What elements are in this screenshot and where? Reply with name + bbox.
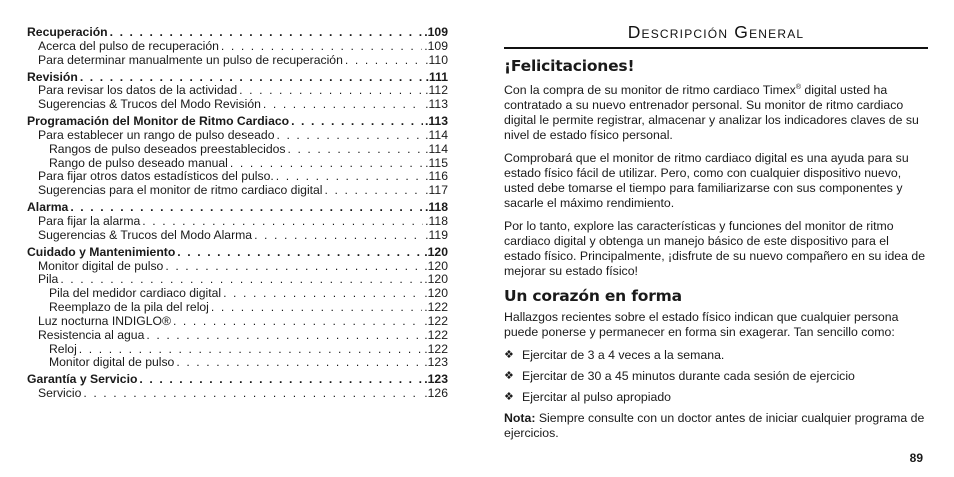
- toc-leader-dots: [276, 170, 423, 184]
- toc-entry[interactable]: [27, 287, 448, 301]
- toc-leader-dots: [263, 98, 423, 112]
- toc-entry-title: Para fijar otros datos estadísticos del pulso.: [38, 169, 274, 184]
- toc-entry[interactable]: [27, 143, 448, 157]
- toc-entry-page: .122: [424, 300, 448, 315]
- toc-entry-title: Cuidado y Mantenimiento: [27, 244, 176, 259]
- toc-leader-dots: [291, 115, 423, 129]
- toc-leader-dots: [177, 246, 422, 260]
- toc-entry-page: .120: [424, 286, 448, 301]
- toc-entry-title: Monitor digital de pulso: [38, 258, 164, 273]
- note-text: Siempre consulte con un doctor antes de iniciar cualquier programa de ejercicios.: [504, 411, 925, 441]
- toc-leader-dots: [165, 260, 422, 274]
- toc-entry-title: Servicio: [38, 386, 82, 401]
- toc-entry-page: .112: [425, 83, 448, 98]
- paragraph-3: Por lo tanto, explore las características y funciones del monitor de ritmo cardiaco digital y obtenga un manejo básico de este dispositivo para el estado físico. Principalmente, ¡disfrute de su nuevo compañero en su idea de mejorar su estado físico!: [504, 219, 926, 279]
- toc-entry[interactable]: [27, 356, 448, 370]
- toc-entry-title: Revisión: [27, 69, 78, 84]
- section-heading-fit-heart: Un corazón en forma: [504, 287, 682, 306]
- toc-leader-dots: [254, 229, 423, 243]
- toc-entry-title: Sugerencias para el monitor de ritmo cardiaco digital: [38, 183, 323, 198]
- toc-entry-title: Acerca del pulso de recuperación: [38, 38, 219, 53]
- toc-leader-dots: [221, 40, 422, 54]
- paragraph-2: Comprobará que el monitor de ritmo cardiaco digital es una ayuda para su estado físico fácil de utilizar. Pero, como con cualquier dispositivo nuevo, usted debe tomarse el tiempo para familiarizarse con sus componentes y sacarle el máximo rendimiento.: [504, 151, 909, 211]
- list-item-text: Ejercitar al pulso apropiado: [522, 390, 672, 405]
- toc-entry[interactable]: [27, 387, 448, 401]
- toc-entry-page: .123: [424, 372, 448, 387]
- toc-leader-dots: [110, 26, 423, 40]
- toc-leader-dots: [173, 315, 422, 329]
- toc-entry[interactable]: [27, 40, 448, 54]
- toc-leader-dots: [230, 157, 423, 171]
- note-label: Nota:: [504, 411, 536, 426]
- toc-entry-title: Para revisar los datos de la actividad: [38, 83, 238, 98]
- toc-entry-page: .120: [424, 258, 448, 273]
- toc-entry-title: Rangos de pulso deseados preestablecidos: [49, 141, 286, 156]
- toc-entry[interactable]: [27, 273, 448, 287]
- registered-mark: ®: [795, 84, 802, 91]
- list-item: [504, 369, 928, 384]
- toc-entry[interactable]: [27, 184, 448, 198]
- toc-entry-page: .123: [424, 355, 448, 370]
- toc-entry[interactable]: [27, 115, 448, 129]
- toc-leader-dots: [325, 184, 424, 198]
- toc-entry-title: Alarma: [27, 200, 69, 215]
- toc-entry-title: Reemplazo de la pila del reloj: [49, 300, 209, 315]
- toc-leader-dots: [287, 143, 423, 157]
- page-number: 89: [909, 451, 923, 465]
- toc-entry-page: .116: [425, 169, 448, 184]
- toc-entry[interactable]: [27, 157, 448, 171]
- toc-leader-dots: [176, 356, 422, 370]
- paragraph-fit-intro: Hallazgos recientes sobre el estado físico indican que cualquier persona puede ponerse y permanecer en forma sin exagerar. Tan sencillo como:: [504, 310, 899, 340]
- toc-entry-title: Programación del Monitor de Ritmo Cardiaco: [27, 114, 290, 129]
- toc-entry-page: .114: [425, 141, 448, 156]
- toc-entry-page: .126: [424, 386, 448, 401]
- toc-entry-title: Para establecer un rango de pulso deseado: [38, 127, 275, 142]
- toc-entry[interactable]: [27, 215, 448, 229]
- content-page: [504, 22, 928, 449]
- section-heading-congratulations: ¡Felicitaciones!: [504, 57, 635, 75]
- toc-entry-title: Para fijar la alarma: [38, 213, 141, 228]
- paragraph-text: Con la compra de su monitor de ritmo cardiaco Timex: [504, 83, 796, 98]
- toc-entry-page: .122: [424, 327, 448, 342]
- toc-entry-page: .113: [425, 97, 448, 112]
- toc-entry-page: .110: [425, 52, 448, 67]
- toc-entry-title: Luz nocturna INDIGLO®: [38, 313, 171, 328]
- toc-entry[interactable]: [27, 315, 448, 329]
- toc-entry-title: Garantía y Servicio: [27, 372, 138, 387]
- toc-leader-dots: [139, 373, 422, 387]
- toc-entry-page: .109: [424, 38, 448, 53]
- toc-leader-dots: [276, 129, 423, 143]
- toc-entry-title: Rango de pulso deseado manual: [49, 155, 228, 170]
- toc-entry[interactable]: [27, 84, 448, 98]
- toc-leader-dots: [80, 71, 424, 85]
- toc-leader-dots: [223, 287, 422, 301]
- toc-entry-page: .122: [424, 313, 448, 328]
- toc-entry-page: .118: [425, 213, 448, 228]
- toc-leader-dots: [70, 201, 423, 215]
- toc-entry[interactable]: [27, 373, 448, 387]
- toc-entry[interactable]: [27, 26, 448, 40]
- toc-entry-title: Reloj: [49, 341, 77, 356]
- toc-entry-title: Sugerencias & Trucos del Modo Revisión: [38, 97, 261, 112]
- toc-leader-dots: [60, 273, 422, 287]
- toc-entry[interactable]: [27, 71, 448, 85]
- toc-entry[interactable]: [27, 170, 448, 184]
- toc-entry-page: .111: [425, 69, 448, 84]
- toc-leader-dots: [211, 301, 422, 315]
- toc-entry-page: .120: [424, 244, 448, 259]
- list-item-text: Ejercitar de 3 a 4 veces a la semana.: [522, 348, 725, 363]
- toc-entry[interactable]: [27, 343, 448, 357]
- toc-leader-dots: [142, 215, 423, 229]
- title-rule: [504, 47, 928, 49]
- toc-leader-dots: [83, 387, 422, 401]
- list-item: [504, 348, 928, 363]
- diamond-bullet-icon: ❖: [504, 391, 514, 404]
- toc-leader-dots: [239, 84, 423, 98]
- toc-entry-title: Pila: [38, 272, 59, 287]
- toc-entry-page: .109: [424, 25, 448, 39]
- diamond-bullet-icon: ❖: [504, 349, 514, 362]
- toc-entry[interactable]: [27, 129, 448, 143]
- toc-entry-title: Sugerencias & Trucos del Modo Alarma: [38, 227, 253, 242]
- toc-entry-page: .120: [424, 272, 448, 287]
- paragraph-intro: [504, 80, 928, 143]
- toc-entry[interactable]: [27, 98, 448, 112]
- toc-entry-page: .117: [425, 183, 448, 198]
- toc-entry-title: Resistencia al agua: [38, 327, 145, 342]
- toc-entry-page: .114: [425, 127, 448, 142]
- toc-leader-dots: [146, 329, 422, 343]
- toc-entry-title: Monitor digital de pulso: [49, 355, 175, 370]
- toc-entry-title: Para determinar manualmente un pulso de recuperación: [38, 52, 343, 67]
- list-item-text: Ejercitar de 30 a 45 minutos durante cada sesión de ejercicio: [522, 369, 855, 384]
- table-of-contents: [27, 26, 448, 401]
- toc-entry-page: .119: [425, 227, 448, 242]
- bullet-list: [504, 348, 928, 405]
- toc-entry[interactable]: [27, 229, 448, 243]
- toc-entry[interactable]: [27, 301, 448, 315]
- toc-leader-dots: [345, 54, 423, 68]
- toc-entry-page: .118: [424, 200, 448, 215]
- toc-leader-dots: [79, 343, 422, 357]
- toc-entry-title: Recuperación: [27, 25, 108, 39]
- paragraph-text: digital usted ha contratado a su nuevo entrenador personal. Su monitor de ritmo cardiaco digital le permite registrar, almacenar y analizar los indicadores claves de su nivel de estado físico personal.: [504, 83, 919, 143]
- note-paragraph: [504, 411, 928, 441]
- toc-entry-page: .115: [425, 155, 448, 170]
- toc-entry-page: .113: [424, 114, 448, 129]
- toc-entry-page: .122: [424, 341, 448, 356]
- toc-entry[interactable]: [27, 260, 448, 274]
- page-title: Descripción General: [627, 22, 805, 42]
- diamond-bullet-icon: ❖: [504, 370, 514, 383]
- toc-entry-title: Pila del medidor cardiaco digital: [49, 286, 222, 301]
- list-item: [504, 390, 928, 405]
- toc-entry[interactable]: [27, 329, 448, 343]
- toc-entry[interactable]: [27, 54, 448, 68]
- toc-entry[interactable]: [27, 246, 448, 260]
- toc-entry[interactable]: [27, 201, 448, 215]
